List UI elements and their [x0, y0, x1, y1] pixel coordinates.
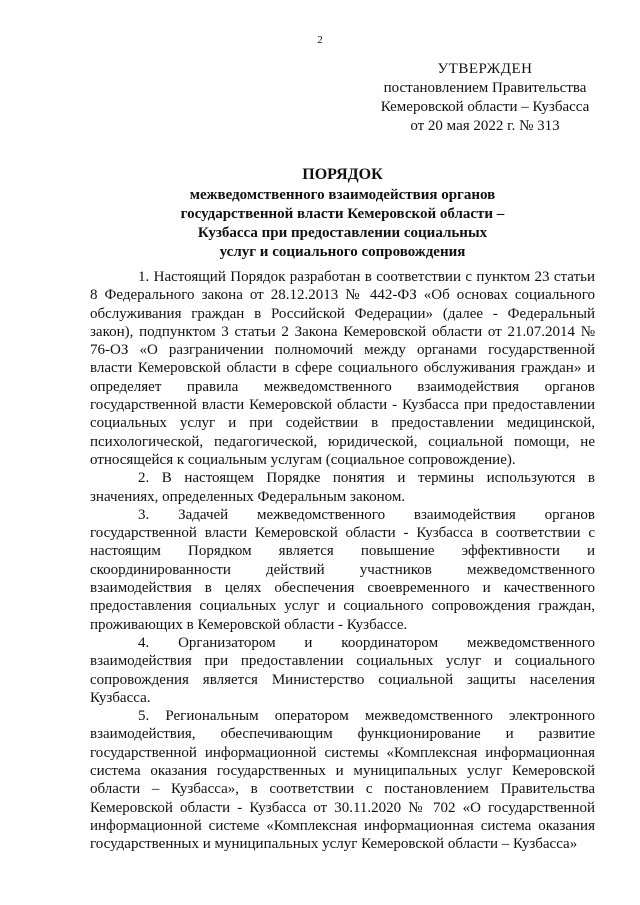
document-title-block	[90, 165, 595, 262]
paragraph-4: 4. Организатором и координатором межведомственного взаимодействия при предоставлении социальных услуг и социального сопровождения является Министерство социальной защиты населения Кузбасса.	[90, 634, 595, 706]
paragraph-2: 2. В настоящем Порядке понятия и термины используются в значениях, определенных Федеральным законом.	[90, 470, 595, 505]
document-title: ПОРЯДОК	[302, 166, 383, 183]
approval-heading: УТВЕРЖДЕН	[437, 61, 533, 77]
approval-line-resolution: постановлением Правительства	[383, 80, 587, 96]
document-subtitle-line-3: Кузбасса при предоставлении социальных	[197, 225, 488, 241]
document-subtitle-line-2: государственной власти Кемеровской области –	[180, 206, 505, 222]
approval-line-date: от 20 мая 2022 г. № 313	[410, 118, 560, 134]
document-body	[90, 268, 595, 854]
paragraph-3: 3. Задачей межведомственного взаимодействия органов государственной власти Кемеровской области - Кузбасса в соответствии с настоящим Порядком является повышение эффективности и скоординированности действий участников межведомственного взаимодействия в целях обеспечения своевременного и качественного предоставления социальных услуг и социального сопровождения граждан, проживающих в Кемеровской области - Кузбассе.	[90, 506, 595, 633]
approval-stamp-block	[360, 60, 610, 136]
document-subtitle-line-4: услуг и социального сопровождения	[219, 244, 466, 260]
document-subtitle-line-1: межведомственного взаимодействия органов	[189, 187, 496, 203]
page-number: 2	[317, 34, 323, 46]
paragraph-1: 1. Настоящий Порядок разработан в соответствии с пунктом 23 статьи 8 Федерального закона от 28.12.2013 № 442-ФЗ «Об основах социального обслуживания граждан в Российской Федерации» (далее - Федеральный закон), подпунктом 3 статьи 2 Закона Кемеровской области от 21.07.2014 № 76-ОЗ «О разграничении полномочий между органами государственной власти Кемеровской области в сфере социального обслуживания граждан» и определяет правила межведомственного взаимодействия органов государственной власти Кемеровской области - Кузбасса при предоставлении социальных услуг и при содействии в предоставлении медицинской, психологической, педагогической, юридической, социальной помощи, не относящейся к социальным услугам (социальное сопровождение).	[90, 269, 595, 468]
paragraph-5: 5. Региональным оператором межведомственного электронного взаимодействия, обеспечивающим функционирование и развитие государственной информационной системы «Комплексная информационная система оказания государственных и муниципальных услуг Кемеровской области – Кузбасса», в соответствии с постановлением Правительства Кемеровской области - Кузбасса от 30.11.2020 № 702 «О государственной информационной системе «Комплексная информационная система оказания государственных и муниципальных услуг Кемеровской области – Кузбасса»	[90, 708, 595, 853]
approval-line-region: Кемеровской области – Кузбасса	[380, 99, 590, 115]
